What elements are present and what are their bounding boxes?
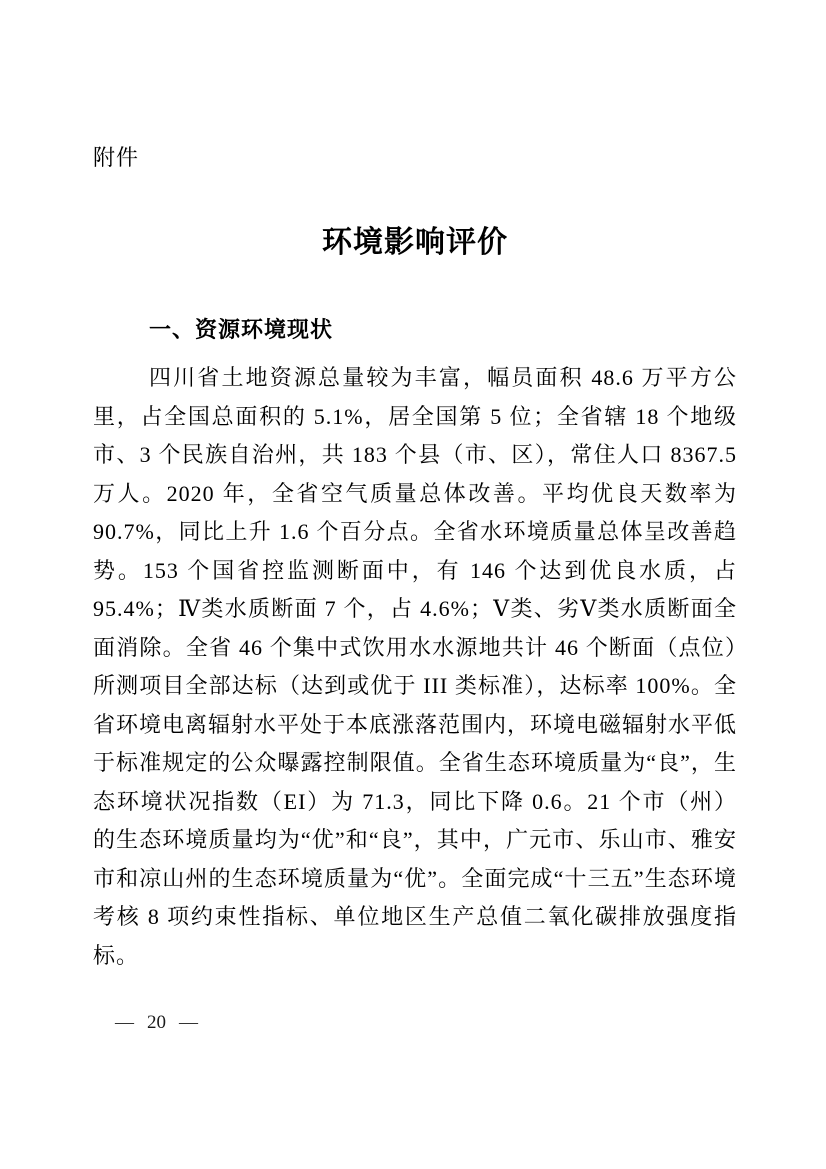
page-number-right-dash: —: [179, 1012, 198, 1033]
attachment-label: 附件: [93, 145, 140, 170]
section-heading: 一、资源环境现状: [149, 317, 334, 342]
document-title: 环境影响评价: [322, 226, 508, 259]
body-paragraph: 四川省土地资源总量较为丰富，幅员面积 48.6 万平方公里，占全国总面积的 5.1%，居全国第 5 位；全省辖 18 个地级市、3 个民族自治州，共 183 个县（市、区），常住人口 8367.5 万人。2020 年，全省空气质量总体改善。平均优良天数率为 90.7%，同比上升 1.6 个百分点。全省水环境质量总体呈改善趋势。153 个国省控监测断面中，有 146 个达到优良水质，占 95.4%；Ⅳ类水质断面 7 个，占 4.6%；Ⅴ类、劣Ⅴ类水质断面全面消除。全省 46 个集中式饮用水水源地共计 46 个断面（点位）所测项目全部达标（达到或优于 III 类标准），达标率 100%。全省环境电离辐射水平处于本底涨落范围内，环境电磁辐射水平低于标准规定的公众曝露控制限值。全省生态环境质量为“良”，生态环境状况指数（EI）为 71.3，同比下降 0.6。21 个市（州）的生态环境质量均为“优”和“良”，其中，广元市、乐山市、雅安市和凉山州的生态环境质量为“优”。全面完成“十三五”生态环境考核 8 项约束性指标、单位地区生产总值二氧化碳排放强度指标。: [93, 365, 738, 968]
page-number-left-dash: —: [115, 1012, 134, 1033]
page-footer: [115, 1011, 737, 1035]
page-number: 20: [147, 1012, 166, 1033]
